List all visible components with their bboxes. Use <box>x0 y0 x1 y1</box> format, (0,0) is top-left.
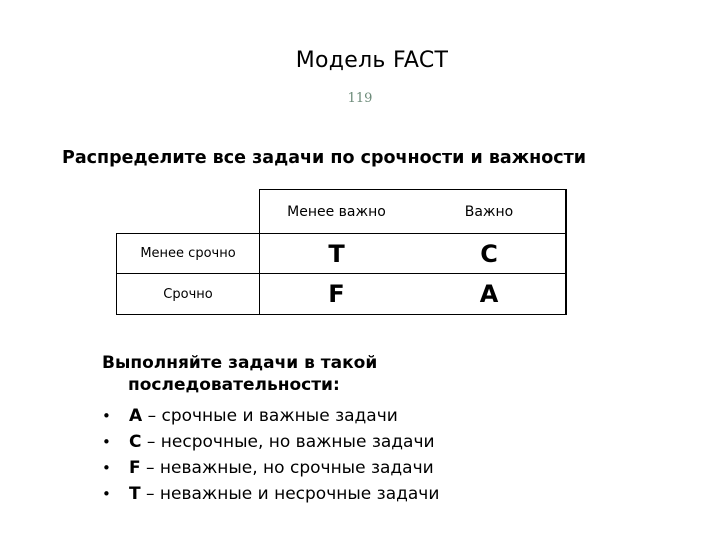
table-corner-cell <box>117 190 260 234</box>
bullet-icon: • <box>102 485 111 503</box>
bullet-icon: • <box>102 459 111 477</box>
list-item <box>102 429 508 455</box>
row-header-less-urgent: Менее срочно <box>117 234 260 274</box>
rule-text: – несрочные, но важные задачи <box>141 432 435 452</box>
cell-A: A <box>413 274 566 315</box>
fact-matrix-table <box>116 189 567 315</box>
table-row <box>117 274 567 315</box>
rule-letter: F <box>129 458 141 478</box>
table-row <box>117 234 567 274</box>
task-heading: Распределите все задачи по срочности и важности <box>62 148 587 168</box>
cell-T: T <box>260 234 414 274</box>
col-header-less-important: Менее важно <box>260 190 414 234</box>
row-header-urgent: Срочно <box>117 274 260 315</box>
rule-text: – срочные и важные задачи <box>142 406 398 426</box>
rule-list <box>102 403 508 507</box>
instructions-title: Выполняйте задачи в такой последовательности: <box>102 353 378 395</box>
col-header-important: Важно <box>413 190 566 234</box>
slide-title: Модель FACT <box>295 48 449 73</box>
rule-text: – неважные и несрочные задачи <box>140 484 440 504</box>
list-item <box>102 481 508 507</box>
table-header-row <box>117 190 567 234</box>
page-number: 119 <box>347 91 373 106</box>
cell-F: F <box>260 274 414 315</box>
rule-letter: C <box>129 432 142 452</box>
bullet-icon: • <box>102 407 111 425</box>
list-item <box>102 455 508 481</box>
rule-letter: A <box>129 406 143 426</box>
instructions-block <box>102 352 508 507</box>
rule-letter: T <box>129 484 141 504</box>
cell-C: C <box>413 234 566 274</box>
list-item <box>102 403 508 429</box>
bullet-icon: • <box>102 433 111 451</box>
rule-text: – неважные, но срочные задачи <box>140 458 434 478</box>
